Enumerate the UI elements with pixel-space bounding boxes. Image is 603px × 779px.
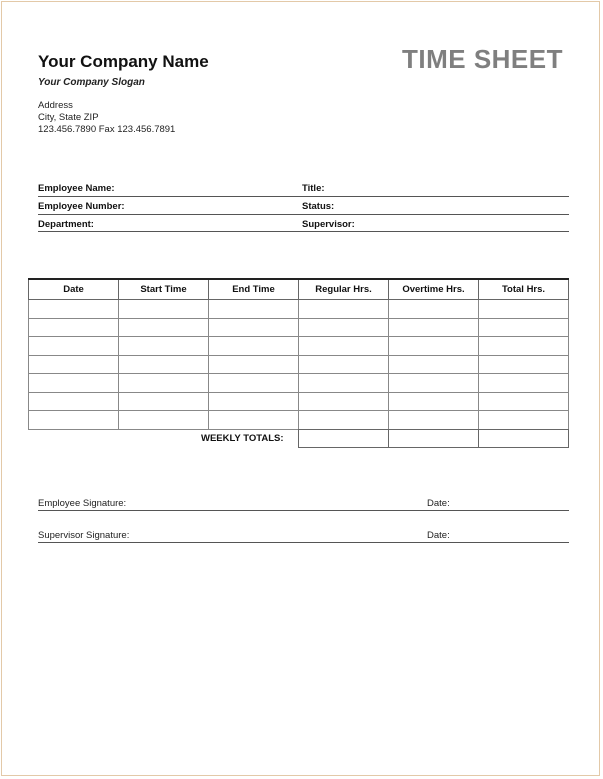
table-row	[29, 300, 569, 319]
table-cell[interactable]	[389, 337, 479, 356]
table-row	[29, 411, 569, 430]
table-cell[interactable]	[29, 374, 119, 393]
table-cell[interactable]	[29, 337, 119, 356]
table-cell[interactable]	[479, 392, 569, 411]
table-cell[interactable]	[299, 411, 389, 430]
table-cell[interactable]	[119, 374, 209, 393]
table-cell[interactable]	[389, 300, 479, 319]
table-row	[29, 374, 569, 393]
table-cell[interactable]	[479, 337, 569, 356]
city-state-zip-line: City, State ZIP	[38, 112, 99, 123]
table-row	[29, 392, 569, 411]
table-cell[interactable]	[389, 374, 479, 393]
table-cell[interactable]	[389, 355, 479, 374]
table-cell[interactable]	[389, 392, 479, 411]
table-cell[interactable]	[119, 392, 209, 411]
table-cell[interactable]	[299, 300, 389, 319]
table-cell[interactable]	[479, 355, 569, 374]
column-header-regular-hrs: Regular Hrs.	[299, 279, 389, 300]
table-cell[interactable]	[29, 318, 119, 337]
column-header-end-time: End Time	[209, 279, 299, 300]
field-underline	[38, 196, 569, 197]
table-cell[interactable]	[209, 411, 299, 430]
table-cell[interactable]	[119, 355, 209, 374]
table-cell[interactable]	[299, 337, 389, 356]
table-cell[interactable]	[29, 411, 119, 430]
column-header-total-hrs: Total Hrs.	[479, 279, 569, 300]
table-cell[interactable]	[209, 374, 299, 393]
weekly-total-overtime-cell[interactable]	[388, 429, 479, 448]
employee-name-label: Employee Name:	[38, 183, 115, 194]
table-cell[interactable]	[479, 411, 569, 430]
table-header-row	[29, 279, 569, 300]
table-cell[interactable]	[299, 374, 389, 393]
supervisor-date-label: Date:	[427, 530, 450, 541]
timesheet-page	[1, 1, 600, 776]
table-cell[interactable]	[299, 318, 389, 337]
table-row	[29, 337, 569, 356]
table-row	[29, 318, 569, 337]
document-title: TIME SHEET	[401, 44, 563, 74]
table-cell[interactable]	[479, 300, 569, 319]
table-cell[interactable]	[209, 318, 299, 337]
address-line: Address	[38, 100, 73, 111]
table-cell[interactable]	[479, 374, 569, 393]
employee-signature-label: Employee Signature:	[38, 498, 127, 509]
table-cell[interactable]	[389, 318, 479, 337]
field-underline	[38, 214, 569, 215]
column-header-overtime-hrs: Overtime Hrs.	[389, 279, 479, 300]
table-cell[interactable]	[119, 300, 209, 319]
table-cell[interactable]	[299, 392, 389, 411]
table-cell[interactable]	[209, 355, 299, 374]
table-row	[29, 355, 569, 374]
column-header-date: Date	[29, 279, 119, 300]
table-cell[interactable]	[119, 411, 209, 430]
weekly-total-total-cell[interactable]	[478, 429, 569, 448]
supervisor-signature-label: Supervisor Signature:	[38, 530, 130, 541]
table-cell[interactable]	[29, 392, 119, 411]
timesheet-table	[28, 278, 569, 430]
phone-fax-line: 123.456.7890 Fax 123.456.7891	[38, 124, 176, 135]
title-label: Title:	[302, 183, 325, 194]
table-cell[interactable]	[209, 300, 299, 319]
supervisor-label: Supervisor:	[302, 219, 355, 230]
table-cell[interactable]	[209, 337, 299, 356]
table-cell[interactable]	[209, 392, 299, 411]
table-cell[interactable]	[389, 411, 479, 430]
company-slogan: Your Company Slogan	[38, 77, 145, 88]
weekly-totals-label: WEEKLY TOTALS:	[201, 433, 284, 444]
table-cell[interactable]	[29, 355, 119, 374]
status-label: Status:	[302, 201, 335, 212]
column-header-start-time: Start Time	[119, 279, 209, 300]
field-underline	[38, 231, 569, 232]
table-cell[interactable]	[299, 355, 389, 374]
company-name: Your Company Name	[38, 52, 209, 71]
table-cell[interactable]	[119, 337, 209, 356]
employee-date-label: Date:	[427, 498, 450, 509]
table-cell[interactable]	[29, 300, 119, 319]
table-cell[interactable]	[119, 318, 209, 337]
employee-number-label: Employee Number:	[38, 201, 125, 212]
employee-signature-line	[38, 510, 569, 511]
table-cell[interactable]	[479, 318, 569, 337]
supervisor-signature-line	[38, 542, 569, 543]
department-label: Department:	[38, 219, 94, 230]
weekly-total-regular-cell[interactable]	[298, 429, 389, 448]
